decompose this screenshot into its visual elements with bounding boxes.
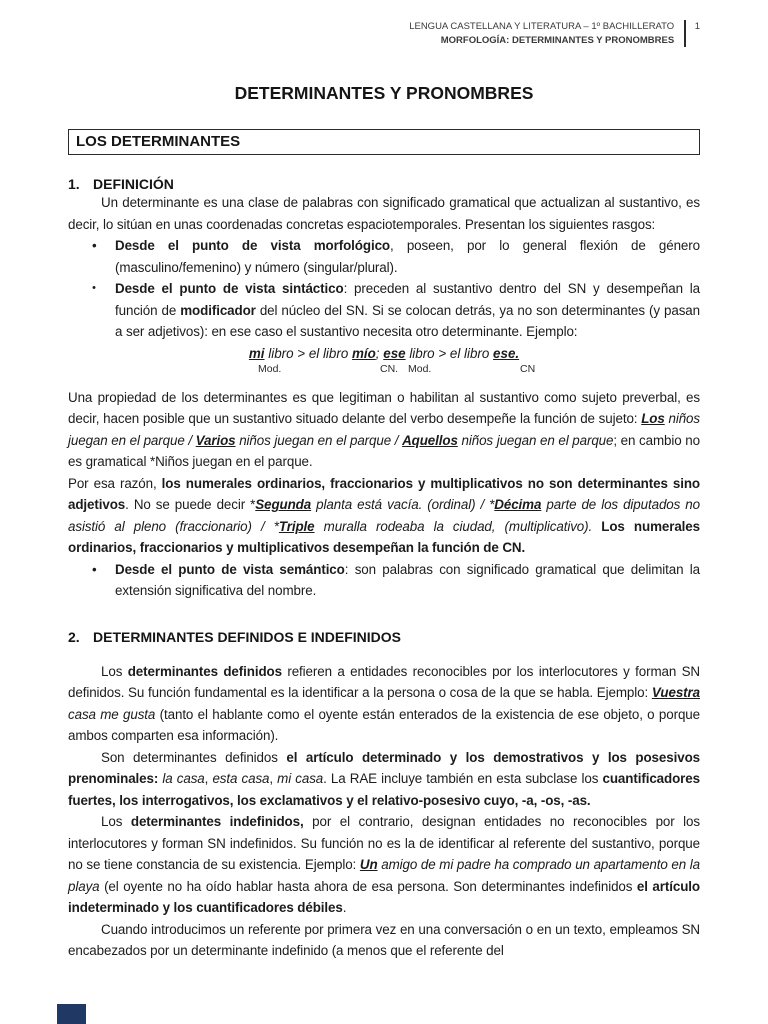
bullet-semantico-text: Desde el punto de vista semántico: son palabras con significado gramatical que delimitan la extensión significativa del nombre. [115, 561, 700, 598]
label-mod-2: Mod. [408, 362, 432, 375]
label-mod-1: Mod. [258, 362, 282, 375]
header-topic-line: MORFOLOGÍA: DETERMINANTES Y PRONOMBRES [440, 34, 675, 46]
section1-heading [68, 176, 700, 192]
indefinidos-paragraph: Los determinantes indefinidos, por el contrario, designan entidades no reconocibles por los interlocutores y forman SN indefinidos. Su función no es la de identificar al referente del sustantivo, porque no se tiene constancia de su existencia. Ejemplo: Un amigo de mi padre ha comprado un apartamento en la playa (el oyente no ha oído hablar hasta ahora de esa persona. Son determinantes indefinidos el artículo indeterminado y los cuantificadores débiles. [68, 814, 700, 915]
bullet-icon: • [92, 282, 96, 294]
bullet-icon: • [92, 238, 97, 253]
definidos-paragraph: Los determinantes definidos refieren a entidades reconocibles por los interlocutores y forman SN definidos. Su función fundamental es la identificar a la persona o cosa de la que se habla. Ejemplo: Vuestra casa me gusta (tanto el hablante como el oyente están enterados de la existencia de ese objeto, o porque ambos comparten esa información). [68, 663, 700, 743]
document-title: DETERMINANTES Y PRONOMBRES [234, 83, 534, 103]
bullet-morfologico-text: Desde el punto de vista morfológico, poseen, por lo general flexión de género (masculino/femenino) y número (singular/plural). [115, 238, 700, 275]
example-sentence: mi libro > el libro mío; ese libro > el libro ese. [248, 345, 520, 361]
bullet-sintactico [92, 278, 701, 343]
section2-heading-label: DETERMINANTES DEFINIDOS E INDEFINIDOS [93, 628, 402, 645]
bullet-icon: • [92, 561, 97, 577]
label-cn-1: CN. [380, 362, 399, 375]
section2-heading [68, 629, 700, 645]
referente-paragraph: Cuando introducimos un referente por primera vez en una conversación o en un texto, empleamos SN encabezados por un determinante indefinido (a menos que el referente del [68, 921, 700, 958]
definidos-subclases-paragraph: Son determinantes definidos el artículo determinado y los demostrativos y los posesivos prenominales: la casa, esta casa, mi casa. La RAE incluye también en esta subclase los cuantificadores fuertes, los interrogativos, los exclamativos y el relativo-posesivo cuyo, -a, -os, -as. [68, 749, 700, 808]
section1-heading-label: DEFINICIÓN [93, 176, 174, 192]
page-number: 1 [694, 21, 700, 32]
label-cn-2: CN [520, 362, 536, 375]
section2-number: 2. [68, 628, 80, 645]
numerales-paragraph: Por esa razón, los numerales ordinarios, fraccionarios y multiplicativos no son determinantes sino adjetivos. No se puede decir *Segunda planta está vacía. (ordinal) / *Décima parte de los diputados no asistió al pleno (fraccionario) / *Triple muralla rodeaba la ciudad, (multiplicativo). Los numerales ordinarios, fraccionarios y multiplicativos desempeñan la función de CN. [68, 475, 700, 555]
bullet-semantico [92, 559, 700, 602]
page-header [68, 20, 700, 47]
bullet-sintactico-text: Desde el punto de vista sintáctico: preceden al sustantivo dentro del SN y desempeñan la función de modificador del núcleo del SN. Si se colocan detrás, ya no son determinantes (y pasan a ser adjetivos): en ese caso el sustantivo necesita otro determinante. Ejemplo: [115, 281, 701, 339]
section1-number: 1. [68, 176, 80, 192]
bullet-morfologico [92, 235, 700, 278]
example-function-labels [68, 363, 700, 378]
header-course-line: LENGUA CASTELLANA Y LITERATURA – 1º BACHILLERATO [409, 21, 675, 32]
next-page-table-peek [57, 1004, 86, 1024]
intro-paragraph: Un determinante es una clase de palabras con significado gramatical que actualizan al sustantivo, es decir, lo sitúan en unas coordenadas concretas espaciotemporales. Presentan los siguientes rasgos: [68, 195, 700, 232]
header-divider [684, 20, 686, 47]
header-text [409, 20, 674, 47]
property-paragraph: Una propiedad de los determinantes es que legitiman o habilitan al sustantivo como sujeto preverbal, es decir, hacen posible que un sustantivo situado delante del verbo desempeñe la función de sujeto: Los niños juegan en el parque / Varios niños juegan en el parque / Aquellos niños juegan en el parque; en cambio no es gramatical *Niños juegan en el parque. [68, 389, 700, 469]
section-box-heading: LOS DETERMINANTES [68, 129, 700, 155]
